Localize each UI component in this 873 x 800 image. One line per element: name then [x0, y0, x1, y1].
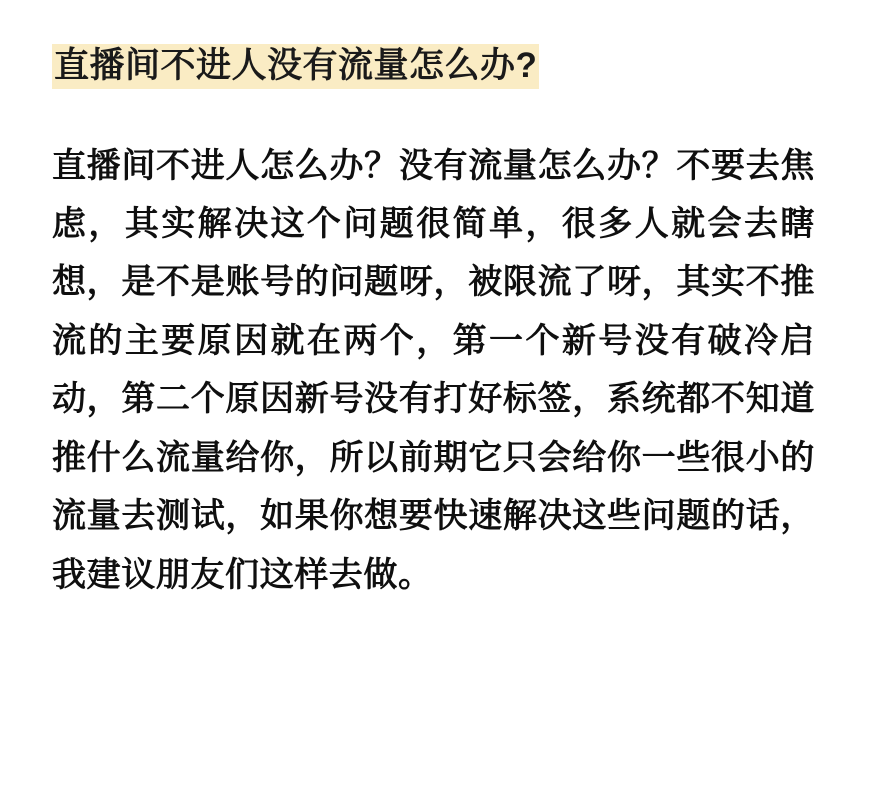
article-paragraph: 直播间不进人怎么办？没有流量怎么办？不要去焦虑，其实解决这个问题很简单，很多人就会去瞎想，是不是账号的问题呀，被限流了呀，其实不推流的主要原因就在两个，第一个新号没有破冷启动，第二个原因新号没有打好标签，系统都不知道推什么流量给你，所以前期它只会给你一些很小的流量去测试，如果你想要快速解决这些问题的话，我建议朋友们这样去做。: [52, 146, 815, 594]
page-title-container: [52, 40, 821, 93]
page-title: 直播间不进人没有流量怎么办?: [52, 44, 539, 89]
